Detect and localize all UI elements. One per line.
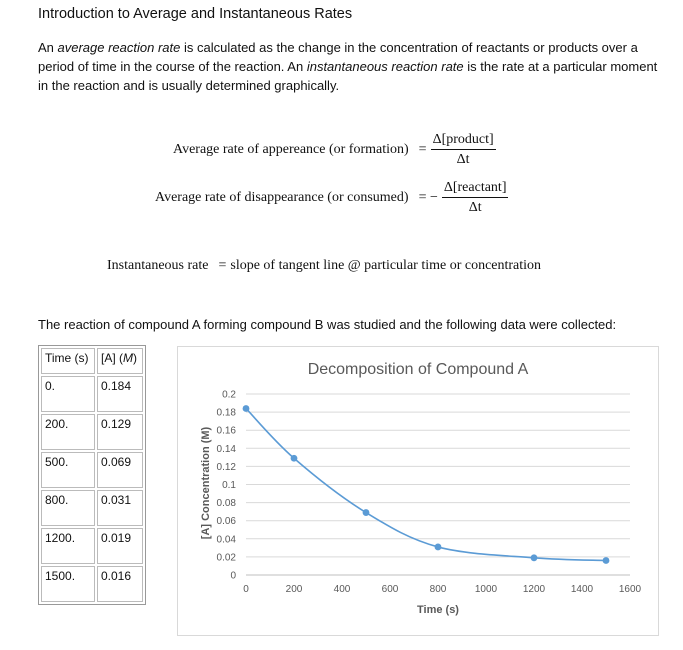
intro-term-instantaneous: instantaneous reaction rate [306, 59, 464, 74]
equation-consumed [155, 180, 508, 216]
table-cell-conc: 0.184 [97, 376, 143, 412]
equation-formation-denominator: Δt [456, 152, 470, 167]
table-cell-conc: 0.019 [97, 528, 143, 564]
table-row [41, 376, 143, 412]
table-header-time: Time (s) [41, 348, 95, 374]
table-cell-time: 1500. [41, 566, 95, 602]
equation-consumed-denominator: Δt [468, 200, 482, 215]
table-row [41, 490, 143, 526]
chart-data-point [363, 509, 370, 516]
chart-x-tick-label: 0 [243, 584, 249, 595]
intro-paragraph [38, 38, 668, 95]
chart-title: Decomposition of Compound A [307, 361, 529, 378]
chart-x-tick-label: 1200 [522, 584, 546, 595]
data-intro-text: The reaction of compound A forming compound B was studied and the following data were collected: [38, 317, 617, 332]
chart-x-tick-label: 1600 [618, 584, 642, 595]
equation-consumed-op: = − [418, 190, 438, 205]
data-table [38, 345, 146, 605]
table-row [41, 566, 143, 602]
chart-x-tick-label: 1000 [474, 584, 498, 595]
chart-y-tick-label: 0.12 [216, 461, 236, 473]
table-cell-conc: 0.069 [97, 452, 143, 488]
equation-formation [173, 132, 496, 168]
equation-formation-op: = [418, 142, 427, 157]
chart-data-point [531, 554, 538, 561]
chart-y-tick-label: 0.18 [216, 407, 236, 419]
table-cell-time: 1200. [41, 528, 95, 564]
chart-y-tick-label: 0.08 [216, 498, 236, 510]
table-cell-time: 0. [41, 376, 95, 412]
chart-y-tick-label: 0.2 [222, 389, 236, 401]
equation-consumed-numerator: Δ[reactant] [442, 180, 509, 198]
table-row [41, 452, 143, 488]
table-header-row [41, 348, 143, 374]
chart-x-tick-label: 200 [285, 584, 303, 595]
chart-y-ticks [217, 390, 237, 582]
chart-x-axis-label: Time (s) [417, 604, 459, 616]
equation-instant-lhs: Instantaneous rate [107, 258, 209, 273]
chart-data-point [603, 557, 610, 564]
decomposition-chart [178, 347, 658, 635]
chart-x-tick-label: 800 [429, 584, 447, 595]
chart-x-tick-label: 1400 [570, 584, 594, 595]
chart-y-tick-label: 0.1 [222, 480, 236, 491]
chart-y-tick-label: 0.16 [216, 425, 236, 437]
table-row [41, 414, 143, 450]
equation-instant-op: = [218, 258, 227, 273]
table-cell-time: 800. [41, 490, 95, 526]
chart-y-axis-label: [A] Concentration (M) [200, 426, 212, 540]
equation-consumed-lhs: Average rate of disappearance (or consumed) [155, 190, 409, 205]
chart-x-tick-label: 600 [381, 584, 399, 595]
table-cell-time: 200. [41, 414, 95, 450]
chart-container [177, 346, 659, 636]
table-header-concentration: [A] (M) [97, 348, 143, 374]
equation-consumed-fraction [442, 180, 509, 216]
chart-data-point [243, 405, 250, 412]
page-title: Introduction to Average and Instantaneous Rates [38, 6, 353, 22]
equation-formation-numerator: Δ[product] [431, 132, 496, 150]
intro-text-3: is the rate at a particular moment in the reaction and is usually determined graphically. [38, 59, 658, 93]
table-cell-conc: 0.016 [97, 566, 143, 602]
chart-y-tick-label: 0.02 [216, 552, 236, 564]
table-cell-conc: 0.129 [97, 414, 143, 450]
chart-y-tick-label: 0 [230, 570, 236, 582]
equation-formation-fraction [431, 132, 496, 168]
table-cell-time: 500. [41, 452, 95, 488]
table-cell-conc: 0.031 [97, 490, 143, 526]
chart-data-point [291, 455, 298, 462]
chart-data-point [435, 544, 442, 551]
chart-x-ticks [243, 584, 641, 595]
equation-instantaneous [107, 258, 541, 274]
chart-y-tick-label: 0.14 [216, 443, 236, 455]
intro-term-average: average reaction rate [57, 40, 181, 55]
equation-instant-rhs: slope of tangent line @ particular time or concentration [230, 258, 542, 273]
intro-text-1: An [38, 40, 58, 55]
equation-formation-lhs: Average rate of appereance (or formation) [173, 142, 409, 157]
chart-y-tick-label: 0.06 [216, 516, 236, 528]
chart-y-tick-label: 0.04 [216, 534, 236, 546]
table-row [41, 528, 143, 564]
intro-text-2: is calculated as the change in the concentration of reactants or products over a period of time in the course of the reaction. An [38, 40, 638, 74]
chart-x-tick-label: 400 [333, 584, 351, 595]
